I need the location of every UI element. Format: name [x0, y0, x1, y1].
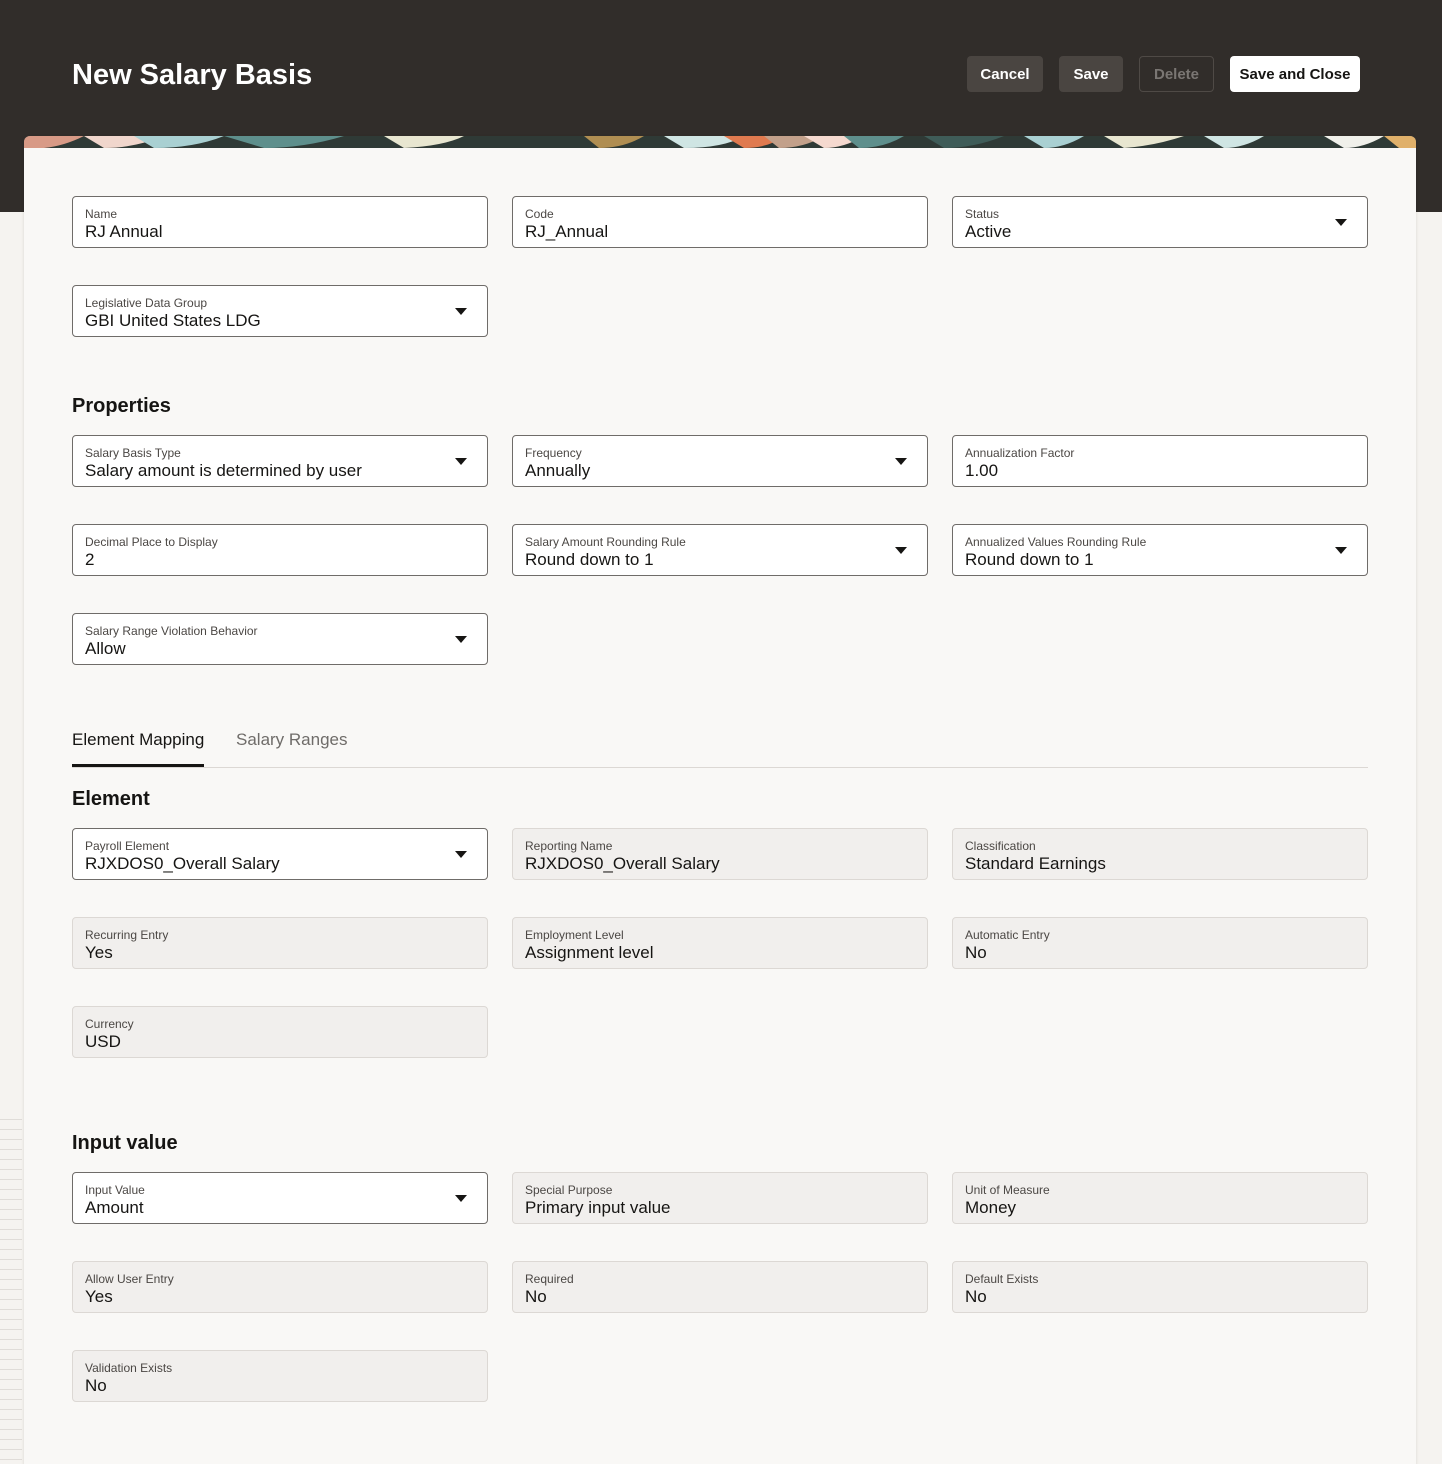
- annualization-factor-field[interactable]: [952, 435, 1368, 487]
- special-purpose-field: [512, 1172, 928, 1224]
- reporting-name-value: RJXDOS0_Overall Salary: [525, 854, 720, 873]
- salary-basis-type-select[interactable]: [72, 435, 488, 487]
- employment-level-label: Employment Level: [525, 928, 624, 942]
- validation-exists-field: [72, 1350, 488, 1402]
- chevron-down-icon[interactable]: [1335, 219, 1347, 226]
- delete-button[interactable]: Delete: [1139, 56, 1214, 92]
- salary-rounding-rule-select[interactable]: [512, 524, 928, 576]
- tab-salary-ranges[interactable]: Salary Ranges: [236, 730, 348, 749]
- decimal-place-field[interactable]: [72, 524, 488, 576]
- decimal-place-label: Decimal Place to Display: [85, 535, 218, 549]
- name-label: Name: [85, 207, 118, 221]
- code-value: RJ_Annual: [525, 222, 609, 241]
- input-value-select[interactable]: [72, 1172, 488, 1224]
- payroll-element-value: RJXDOS0_Overall Salary: [85, 854, 280, 873]
- code-label: Code: [525, 207, 554, 221]
- chevron-down-icon[interactable]: [455, 458, 467, 465]
- element-heading: Element: [72, 788, 150, 810]
- input-value-label: Input Value: [85, 1183, 145, 1197]
- status-value: Active: [965, 222, 1012, 241]
- automatic-entry-value: No: [965, 943, 987, 962]
- chevron-down-icon[interactable]: [1335, 547, 1347, 554]
- required-label: Required: [525, 1272, 574, 1286]
- classification-label: Classification: [965, 839, 1036, 853]
- input-value-heading: Input value: [72, 1132, 178, 1154]
- special-purpose-label: Special Purpose: [525, 1183, 613, 1197]
- employment-level-field: [512, 917, 928, 969]
- allow-user-entry-value: Yes: [85, 1287, 113, 1306]
- unit-of-measure-value: Money: [965, 1198, 1017, 1217]
- special-purpose-value: Primary input value: [525, 1198, 671, 1217]
- employment-level-value: Assignment level: [525, 943, 654, 962]
- classification-field: [952, 828, 1368, 880]
- payroll-element-label: Payroll Element: [85, 839, 170, 853]
- chevron-down-icon[interactable]: [455, 636, 467, 643]
- unit-of-measure-field: [952, 1172, 1368, 1224]
- default-exists-value: No: [965, 1287, 987, 1306]
- code-field[interactable]: [512, 196, 928, 248]
- properties-heading: Properties: [72, 395, 171, 417]
- reporting-name-field: [512, 828, 928, 880]
- recurring-entry-label: Recurring Entry: [85, 928, 169, 942]
- save-and-close-button[interactable]: Save and Close: [1230, 56, 1360, 92]
- payroll-element-select[interactable]: [72, 828, 488, 880]
- classification-value: Standard Earnings: [965, 854, 1106, 873]
- name-value: RJ Annual: [85, 222, 163, 241]
- reporting-name-label: Reporting Name: [525, 839, 613, 853]
- automatic-entry-field: [952, 917, 1368, 969]
- range-violation-value: Allow: [85, 639, 126, 658]
- recurring-entry-field: [72, 917, 488, 969]
- salary-rounding-label: Salary Amount Rounding Rule: [525, 535, 686, 549]
- chevron-down-icon[interactable]: [895, 547, 907, 554]
- currency-value: USD: [85, 1032, 121, 1051]
- required-field: [512, 1261, 928, 1313]
- chevron-down-icon[interactable]: [455, 1195, 467, 1202]
- input-value-value: Amount: [85, 1198, 144, 1217]
- annualization-factor-label: Annualization Factor: [965, 446, 1075, 460]
- currency-field: [72, 1006, 488, 1058]
- chevron-down-icon[interactable]: [895, 458, 907, 465]
- decorative-banner: [24, 136, 1416, 148]
- frequency-select[interactable]: [512, 435, 928, 487]
- annualization-factor-value: 1.00: [965, 461, 999, 480]
- decimal-place-value: 2: [85, 550, 95, 569]
- frequency-label: Frequency: [525, 446, 582, 460]
- salary-rounding-value: Round down to 1: [525, 550, 654, 569]
- default-exists-label: Default Exists: [965, 1272, 1039, 1286]
- chevron-down-icon[interactable]: [455, 308, 467, 315]
- annualized-rounding-label: Annualized Values Rounding Rule: [965, 535, 1147, 549]
- ldg-value: GBI United States LDG: [85, 311, 261, 330]
- status-label: Status: [965, 207, 1000, 221]
- recurring-entry-value: Yes: [85, 943, 113, 962]
- required-value: No: [525, 1287, 547, 1306]
- tab-bar: [72, 728, 1368, 768]
- tab-element-mapping[interactable]: Element Mapping: [72, 728, 204, 767]
- status-select[interactable]: [952, 196, 1368, 248]
- cancel-button[interactable]: Cancel: [967, 56, 1043, 92]
- background-decoration: [0, 1110, 22, 1464]
- legislative-data-group-select[interactable]: [72, 285, 488, 337]
- allow-user-entry-field: [72, 1261, 488, 1313]
- annualized-rounding-value: Round down to 1: [965, 550, 1094, 569]
- form-card: [24, 136, 1416, 1464]
- automatic-entry-label: Automatic Entry: [965, 928, 1050, 942]
- page-title: New Salary Basis: [72, 59, 313, 91]
- validation-exists-value: No: [85, 1376, 107, 1395]
- ldg-label: Legislative Data Group: [85, 296, 208, 310]
- salary-basis-type-value: Salary amount is determined by user: [85, 461, 362, 480]
- salary-basis-type-label: Salary Basis Type: [85, 446, 181, 460]
- default-exists-field: [952, 1261, 1368, 1313]
- range-violation-label: Salary Range Violation Behavior: [85, 624, 258, 638]
- range-violation-behavior-select[interactable]: [72, 613, 488, 665]
- save-button[interactable]: Save: [1059, 56, 1123, 92]
- frequency-value: Annually: [525, 461, 591, 480]
- allow-user-entry-label: Allow User Entry: [85, 1272, 174, 1286]
- chevron-down-icon[interactable]: [455, 851, 467, 858]
- unit-of-measure-label: Unit of Measure: [965, 1183, 1050, 1197]
- validation-exists-label: Validation Exists: [85, 1361, 173, 1375]
- annualized-rounding-rule-select[interactable]: [952, 524, 1368, 576]
- name-field[interactable]: [72, 196, 488, 248]
- currency-label: Currency: [85, 1017, 134, 1031]
